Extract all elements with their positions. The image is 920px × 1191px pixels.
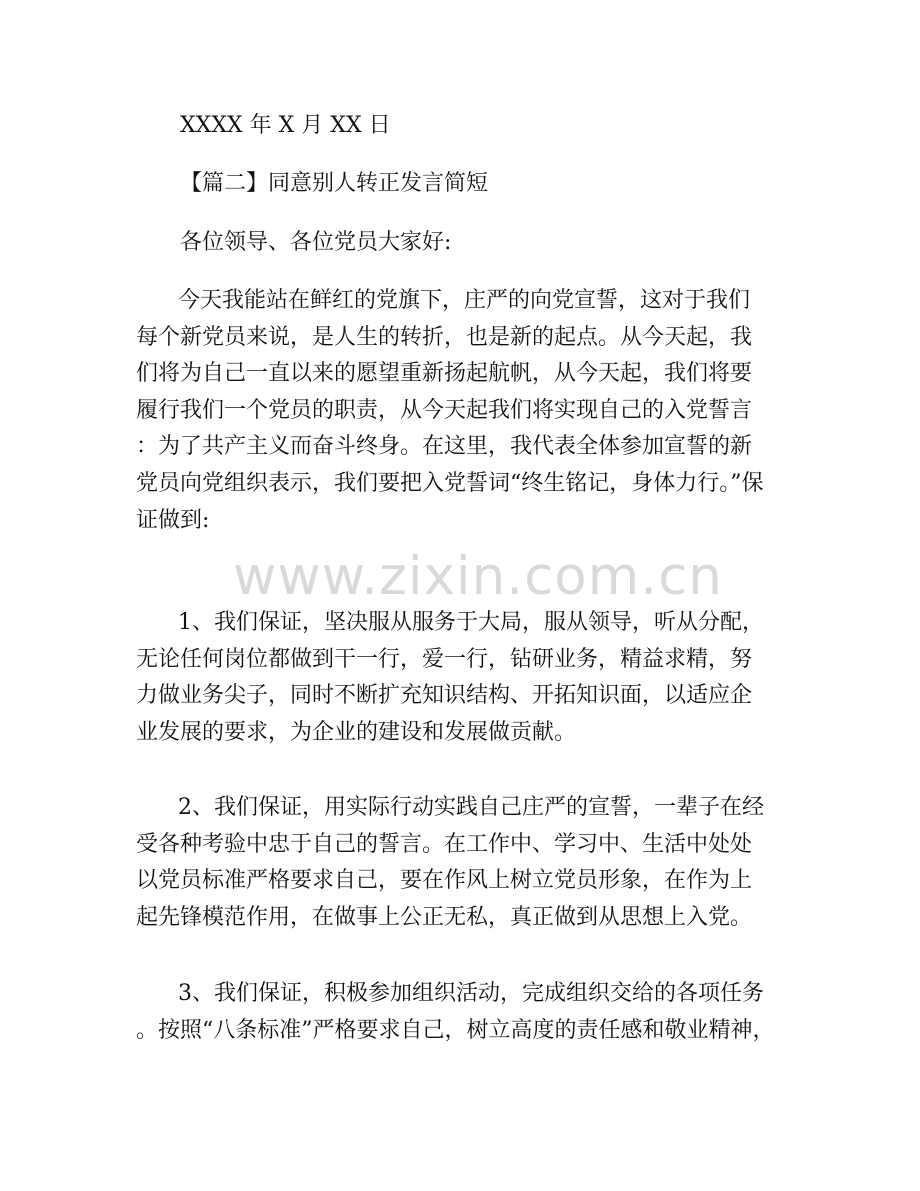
paragraph-line: 党员向党组织表示，我们要把入党誓词“终生铭记，身体力行。”保: [136, 470, 764, 496]
paragraph-line: 今天我能站在鲜红的党旗下，庄严的向党宣誓，这对于我们: [178, 288, 751, 313]
paragraph-line: 以党员标准严格要求自己，要在作风上树立党员形象，在作为上: [136, 868, 753, 894]
watermark: www.zixin.com.cn: [233, 546, 723, 607]
paragraph-line: 受各种考验中忠于自己的誓言。在工作中、学习中、生活中处处: [136, 831, 753, 857]
paragraph-line: 1、我们保证，坚决服从服务于大局，服从领导，听从分配，: [178, 610, 764, 635]
paragraph-line: 证做到:: [136, 507, 210, 533]
greeting: 各位领导、各位党员大家好:: [180, 230, 452, 255]
paragraph-line: 3、我们保证，积极参加组织活动，完成组织交给的各项任务: [178, 981, 764, 1006]
paragraph-line: 力做业务尖子，同时不断扩充知识结构、开拓知识面，以适应企: [136, 683, 753, 709]
paragraph-line: 无论任何岗位都做到干一行，爱一行，钻研业务，精益求精，努: [136, 646, 753, 672]
date-line: XXXX 年 X 月 XX 日: [180, 113, 391, 138]
section-title: 【篇二】同意别人转正发言简短: [180, 171, 489, 196]
paragraph-2: [136, 605, 786, 751]
paragraph-line: 履行我们一个党员的职责，从今天起我们将实现自己的入党誓言: [136, 397, 753, 423]
paragraph-line: 2、我们保证，用实际行动实践自己庄严的宣誓，一辈子在经: [178, 795, 764, 820]
paragraph-line: 们将为自己一直以来的愿望重新扬起航帆，从今天起，我们将要: [136, 361, 753, 387]
paragraph-line: 每个新党员来说，是人生的转折，也是新的起点。从今天起，我: [136, 324, 753, 350]
paragraph-line: 起先锋模范作用，在做事上公正无私，真正做到从思想上入党。: [136, 904, 753, 930]
paragraph-line: 业发展的要求，为企业的建设和发展做贡献。: [136, 719, 577, 745]
paragraph-3: [136, 790, 786, 936]
paragraph-line: 。按照“八条标准”严格要求自己，树立高度的责任感和敬业精神，: [136, 1017, 775, 1043]
paragraph-4: [136, 976, 786, 1049]
paragraph-1: [136, 283, 786, 539]
paragraph-line: ：为了共产主义而奋斗终身。在这里，我代表全体参加宣誓的新: [136, 434, 753, 460]
